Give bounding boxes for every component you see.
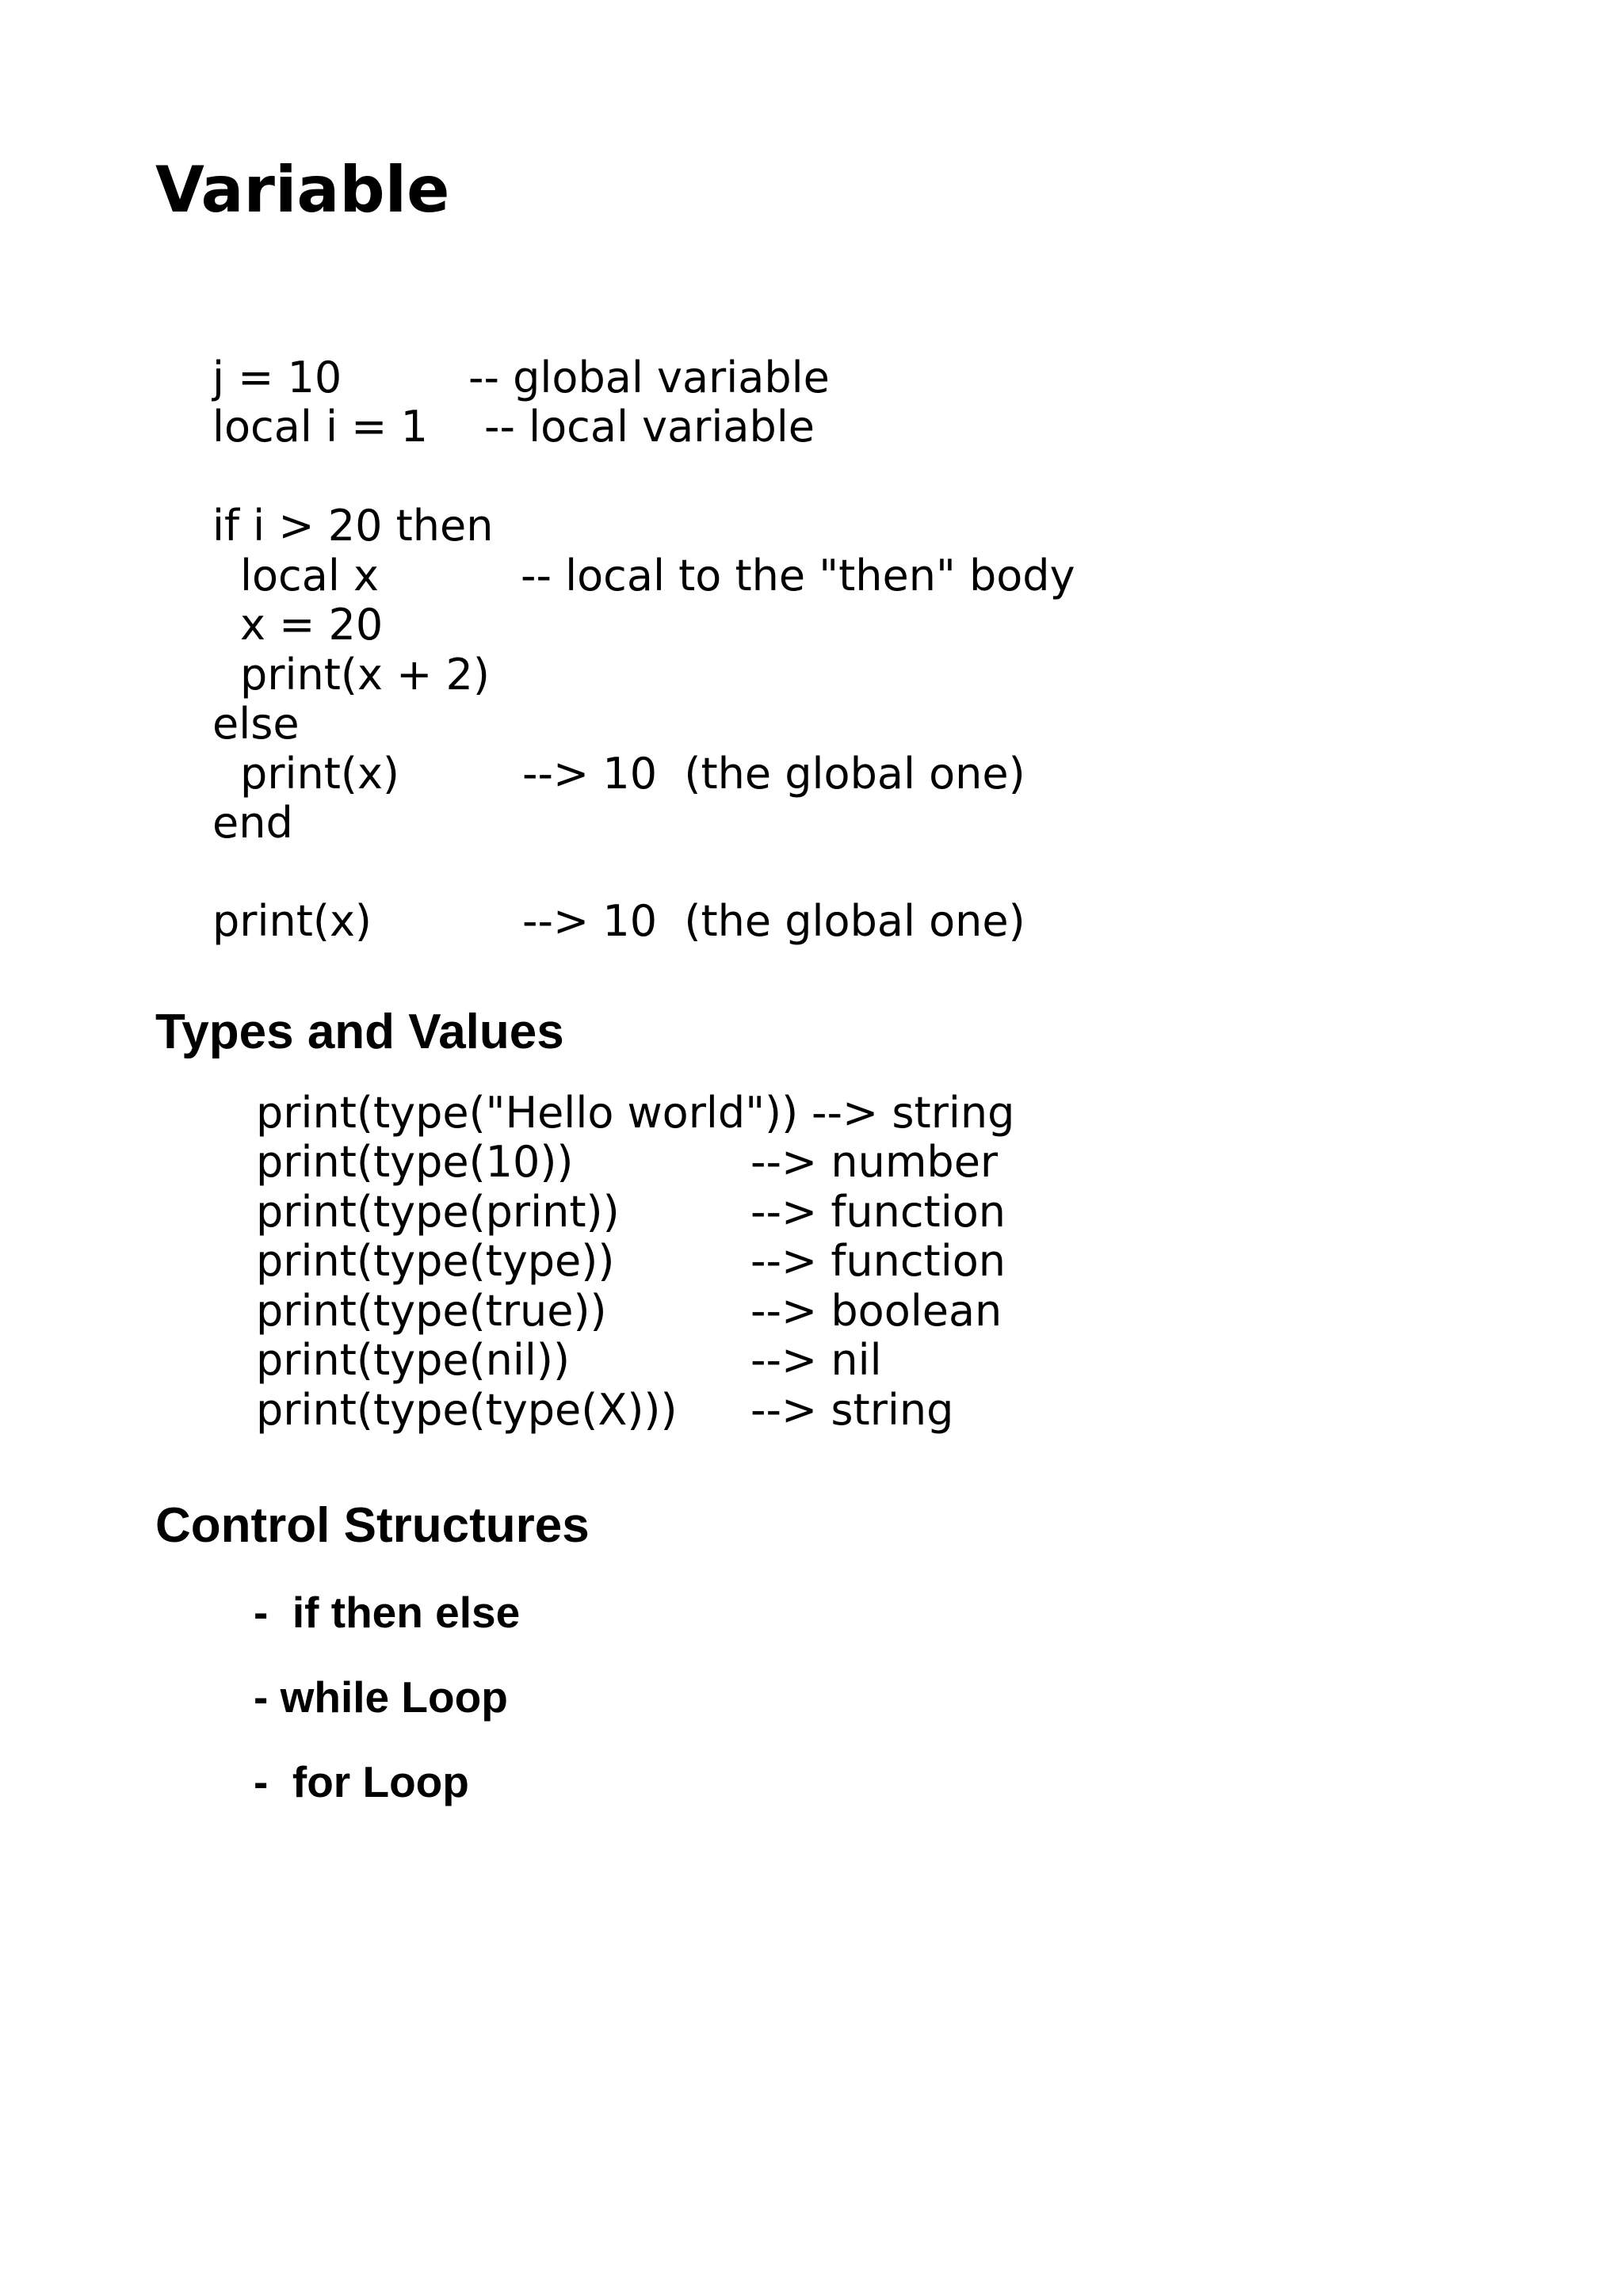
code-line: else bbox=[212, 699, 300, 749]
code-result: --> function bbox=[750, 1187, 1006, 1237]
page-title: Variable bbox=[155, 153, 450, 227]
code-line: print(x + 2) bbox=[240, 650, 490, 700]
code-line: print(type(10)) bbox=[256, 1137, 574, 1187]
code-line: print(type(nil)) bbox=[256, 1335, 571, 1385]
code-line: print(type(type)) bbox=[256, 1236, 615, 1286]
code-result: --> string bbox=[812, 1088, 1015, 1138]
code-line: j = 10 bbox=[212, 353, 342, 402]
list-item: - if then else bbox=[254, 1588, 521, 1637]
code-line: local x bbox=[240, 551, 379, 601]
code-line: print(type(type(X))) bbox=[256, 1385, 678, 1435]
code-line: print(type(true)) bbox=[256, 1286, 607, 1336]
code-line: local i = 1 bbox=[212, 402, 428, 452]
code-comment: -- local variable bbox=[484, 402, 815, 452]
code-line: print(x) bbox=[240, 749, 399, 799]
code-line: print(type(print)) bbox=[256, 1187, 620, 1237]
code-result: --> nil bbox=[750, 1335, 882, 1385]
code-line: print(type("Hello world")) bbox=[256, 1088, 799, 1138]
code-comment: --> 10 (the global one) bbox=[522, 896, 1025, 946]
code-line: x = 20 bbox=[240, 600, 384, 650]
list-item: - for Loop bbox=[254, 1757, 469, 1806]
code-comment: -- local to the "then" body bbox=[521, 551, 1075, 601]
code-result: --> function bbox=[750, 1236, 1006, 1286]
code-line: print(x) bbox=[212, 896, 372, 946]
section-heading-control: Control Structures bbox=[155, 1498, 590, 1553]
list-item: - while Loop bbox=[254, 1672, 508, 1722]
code-comment: -- global variable bbox=[468, 353, 830, 402]
section-heading-types: Types and Values bbox=[155, 1005, 564, 1059]
code-result: --> string bbox=[750, 1385, 954, 1435]
code-line: if i > 20 then bbox=[212, 501, 494, 551]
code-line: end bbox=[212, 798, 293, 848]
code-comment: --> 10 (the global one) bbox=[522, 749, 1025, 799]
code-result: --> number bbox=[750, 1137, 999, 1187]
code-result: --> boolean bbox=[750, 1286, 1002, 1336]
